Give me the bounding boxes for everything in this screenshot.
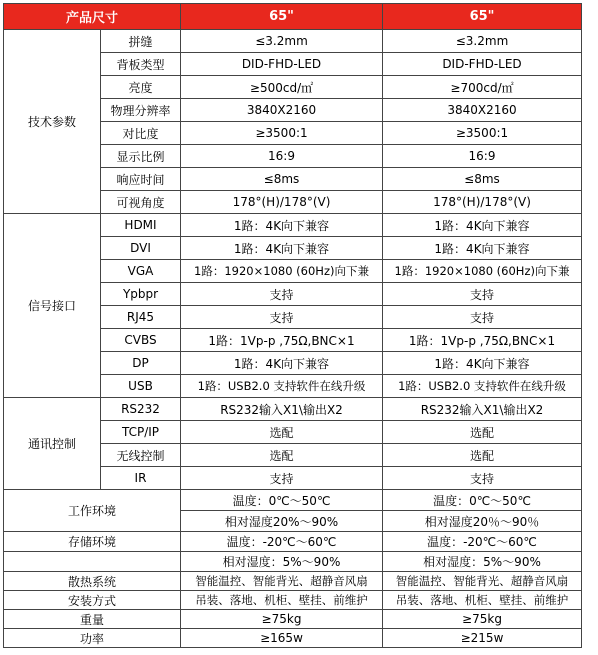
row-label: TCP/IP: [101, 421, 181, 444]
cell-b: ≤3.2mm: [383, 30, 582, 53]
cell-a: 1路：4K向下兼容: [181, 237, 383, 260]
cell-b: 选配: [383, 421, 582, 444]
cell-b: RS232输入X1\输出X2: [383, 398, 582, 421]
cell-b: 1路：1920×1080 (60Hz)向下兼: [383, 260, 582, 283]
table-row: [4, 30, 582, 53]
row-label: RJ45: [101, 306, 181, 329]
cell-a: 1路：1920×1080 (60Hz)向下兼: [181, 260, 383, 283]
cell-a: RS232输入X1\输出X2: [181, 398, 383, 421]
row-label: 安装方式: [4, 591, 181, 610]
cell-a: ≤3.2mm: [181, 30, 383, 53]
cell-b: 相对湿度：5%～90%: [383, 552, 582, 572]
cell-b: 选配: [383, 444, 582, 467]
cell-b: 智能温控、智能背光、超静音风扇: [383, 572, 582, 591]
cell-a: 支持: [181, 283, 383, 306]
cell-a: DID-FHD-LED: [181, 53, 383, 76]
cell-b: ≥3500:1: [383, 122, 582, 145]
cell-a: 1路：4K向下兼容: [181, 214, 383, 237]
cell-b: 支持: [383, 306, 582, 329]
cell-b: 支持: [383, 467, 582, 490]
row-label: HDMI: [101, 214, 181, 237]
row-label: 散热系统: [4, 572, 181, 591]
cell-a: 温度：-20℃～60℃: [181, 532, 383, 552]
cell-a: 1路：USB2.0 支持软件在线升级: [181, 375, 383, 398]
table-row: [4, 591, 582, 610]
cell-a: 吊装、落地、机柜、壁挂、前维护: [181, 591, 383, 610]
table-row: [4, 610, 582, 629]
row-label: DVI: [101, 237, 181, 260]
cell-a: 支持: [181, 306, 383, 329]
row-label: DP: [101, 352, 181, 375]
table-row: [4, 490, 582, 511]
row-label: 无线控制: [101, 444, 181, 467]
row-label: 亮度: [101, 76, 181, 99]
cell-b: 温度：-20℃～60℃: [383, 532, 582, 552]
cell-a: 3840X2160: [181, 99, 383, 122]
cell-a: 选配: [181, 421, 383, 444]
header-model-a: 65": [181, 4, 383, 30]
cell-a: 1路：1Vp-p ,75Ω,BNC×1: [181, 329, 383, 352]
cell-b: DID-FHD-LED: [383, 53, 582, 76]
row-label: USB: [101, 375, 181, 398]
cell-b: 3840X2160: [383, 99, 582, 122]
row-label: 拼缝: [101, 30, 181, 53]
cell-a: 温度：0℃～50℃: [181, 490, 383, 511]
cell-b: 相对湿度20％～90％: [383, 511, 582, 532]
cell-b: 1路：4K向下兼容: [383, 352, 582, 375]
cell-b: 16:9: [383, 145, 582, 168]
header-size-label: 产品尺寸: [4, 4, 181, 30]
table-row: [4, 629, 582, 648]
cell-a: ≥75kg: [181, 610, 383, 629]
cell-b: 吊装、落地、机柜、壁挂、前维护: [383, 591, 582, 610]
spec-table: [3, 3, 582, 648]
table-row: [4, 552, 582, 572]
storage-env-label: 存储环境: [4, 532, 181, 552]
cell-b: ≥75kg: [383, 610, 582, 629]
row-label: 可视角度: [101, 191, 181, 214]
cell-b: 1路：4K向下兼容: [383, 237, 582, 260]
cell-a: 16:9: [181, 145, 383, 168]
cell-b: 1路：USB2.0 支持软件在线升级: [383, 375, 582, 398]
row-label: 物理分辨率: [101, 99, 181, 122]
group-comm-label: 通讯控制: [4, 398, 101, 490]
group-tech-label: 技术参数: [4, 30, 101, 214]
work-env-label: 工作环境: [4, 490, 181, 532]
cell-a: 1路：4K向下兼容: [181, 352, 383, 375]
table-row: [4, 214, 582, 237]
cell-a: ≥165w: [181, 629, 383, 648]
cell-b: ≤8ms: [383, 168, 582, 191]
cell-a: 相对湿度20%～90%: [181, 511, 383, 532]
cell-b: 1路：1Vp-p ,75Ω,BNC×1: [383, 329, 582, 352]
cell-b: ≥215w: [383, 629, 582, 648]
table-row: [4, 572, 582, 591]
row-label: RS232: [101, 398, 181, 421]
row-label: Ypbpr: [101, 283, 181, 306]
cell-b: 支持: [383, 283, 582, 306]
cell-a: ≥500cd/㎡: [181, 76, 383, 99]
header-model-b: 65": [383, 4, 582, 30]
header-row: [4, 4, 582, 30]
cell-a: 支持: [181, 467, 383, 490]
cell-a: 178°(H)/178°(V): [181, 191, 383, 214]
cell-b: 1路：4K向下兼容: [383, 214, 582, 237]
table-row: [4, 532, 582, 552]
storage-env-blank: [4, 552, 181, 572]
cell-a: 选配: [181, 444, 383, 467]
cell-a: 相对湿度：5%～90%: [181, 552, 383, 572]
cell-a: ≤8ms: [181, 168, 383, 191]
row-label: CVBS: [101, 329, 181, 352]
cell-b: 温度：0℃～50℃: [383, 490, 582, 511]
row-label: 背板类型: [101, 53, 181, 76]
row-label: 显示比例: [101, 145, 181, 168]
cell-b: 178°(H)/178°(V): [383, 191, 582, 214]
cell-b: ≥700cd/㎡: [383, 76, 582, 99]
row-label: 对比度: [101, 122, 181, 145]
row-label: VGA: [101, 260, 181, 283]
group-signal-label: 信号接口: [4, 214, 101, 398]
row-label: 功率: [4, 629, 181, 648]
row-label: IR: [101, 467, 181, 490]
cell-a: 智能温控、智能背光、超静音风扇: [181, 572, 383, 591]
table-row: [4, 398, 582, 421]
row-label: 重量: [4, 610, 181, 629]
cell-a: ≥3500:1: [181, 122, 383, 145]
row-label: 响应时间: [101, 168, 181, 191]
